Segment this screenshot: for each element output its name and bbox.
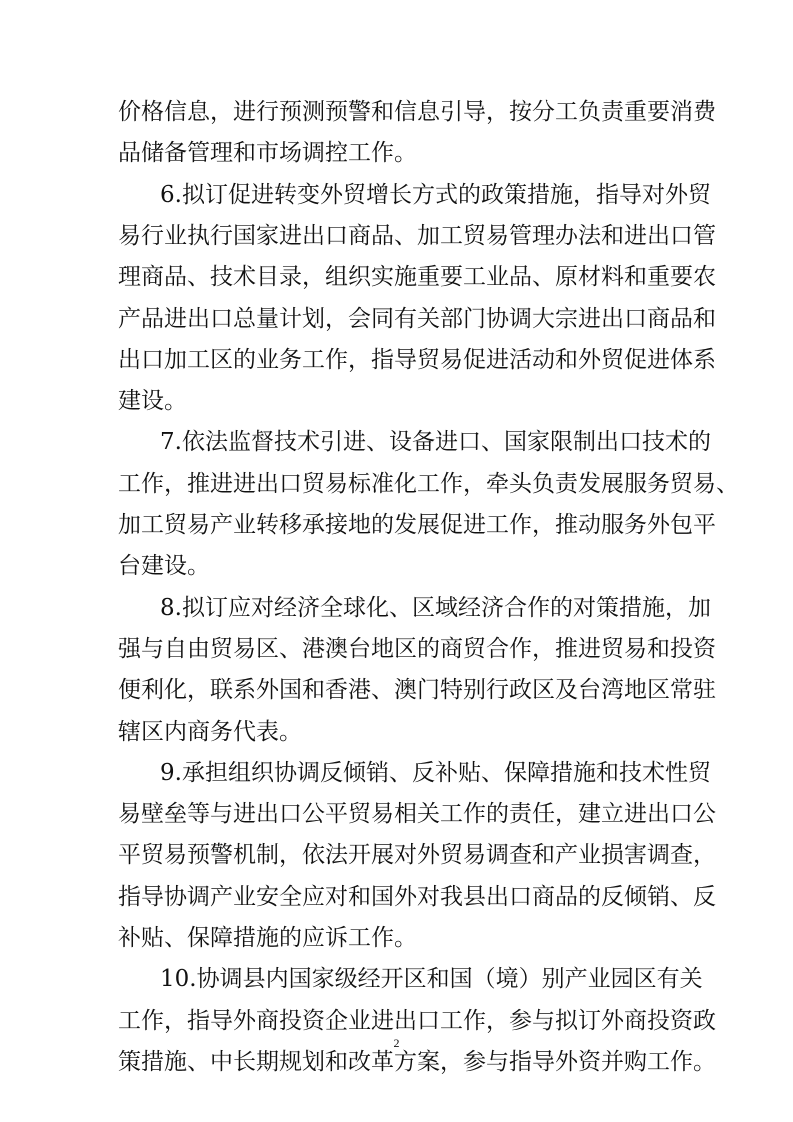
item-9-line-5: 补贴、保障措施的应诉工作。 — [118, 925, 417, 951]
item-6-line-6: 建设。 — [118, 388, 187, 414]
item-8-line-3: 便利化，联系外国和香港、澳门特别行政区及台湾地区常驻 — [118, 677, 716, 703]
item-8-line-2: 强与自由贸易区、港澳台地区的商贸合作，推进贸易和投资 — [118, 636, 716, 662]
item-10-line-1: 10.协调县内国家级经开区和国（境）别产业园区有关 — [160, 966, 703, 992]
item-6-line-1: 6.拟订促进转变外贸增长方式的政策措施，指导对外贸 — [160, 182, 711, 208]
page-number: 2 — [393, 1036, 400, 1050]
item-7-line-2: 工作，推进进出口贸易标准化工作，牵头负责发展服务贸易、 — [118, 471, 739, 497]
item-9-line-2: 易壁垒等与进出口公平贸易相关工作的责任，建立进出口公 — [118, 801, 716, 827]
item-7-line-1: 7.依法监督技术引进、设备进口、国家限制出口技术的 — [160, 429, 711, 455]
item-9-line-4: 指导协调产业安全应对和国外对我县出口商品的反倾销、反 — [118, 884, 716, 910]
item-6-line-2: 易行业执行国家进出口商品、加工贸易管理办法和进出口管 — [118, 223, 716, 249]
item-7-line-4: 台建设。 — [118, 553, 210, 579]
item-9-line-3: 平贸易预警机制，依法开展对外贸易调查和产业损害调查， — [118, 842, 716, 868]
item-6-line-4: 产品进出口总量计划，会同有关部门协调大宗进出口商品和 — [118, 306, 716, 332]
item-8-line-1: 8.拟订应对经济全球化、区域经济合作的对策措施，加 — [160, 595, 711, 621]
item-8-line-4: 辖区内商务代表。 — [118, 719, 302, 745]
text-line-2: 品储备管理和市场调控工作。 — [118, 140, 417, 166]
item-6-line-5: 出口加工区的业务工作，指导贸易促进活动和外贸促进体系 — [118, 347, 716, 373]
item-9-line-1: 9.承担组织协调反倾销、反补贴、保障措施和技术性贸 — [160, 760, 711, 786]
item-7-line-3: 加工贸易产业转移承接地的发展促进工作，推动服务外包平 — [118, 512, 716, 538]
item-10-line-3: 策措施、中长期规划和改革方案，参与指导外资并购工作。 — [118, 1049, 716, 1075]
text-line-1: 价格信息，进行预测预警和信息引导，按分工负责重要消费 — [118, 99, 716, 125]
item-10-line-2: 工作，指导外商投资企业进出口工作，参与拟订外商投资政 — [118, 1008, 716, 1034]
item-6-line-3: 理商品、技术目录，组织实施重要工业品、原材料和重要农 — [118, 264, 716, 290]
